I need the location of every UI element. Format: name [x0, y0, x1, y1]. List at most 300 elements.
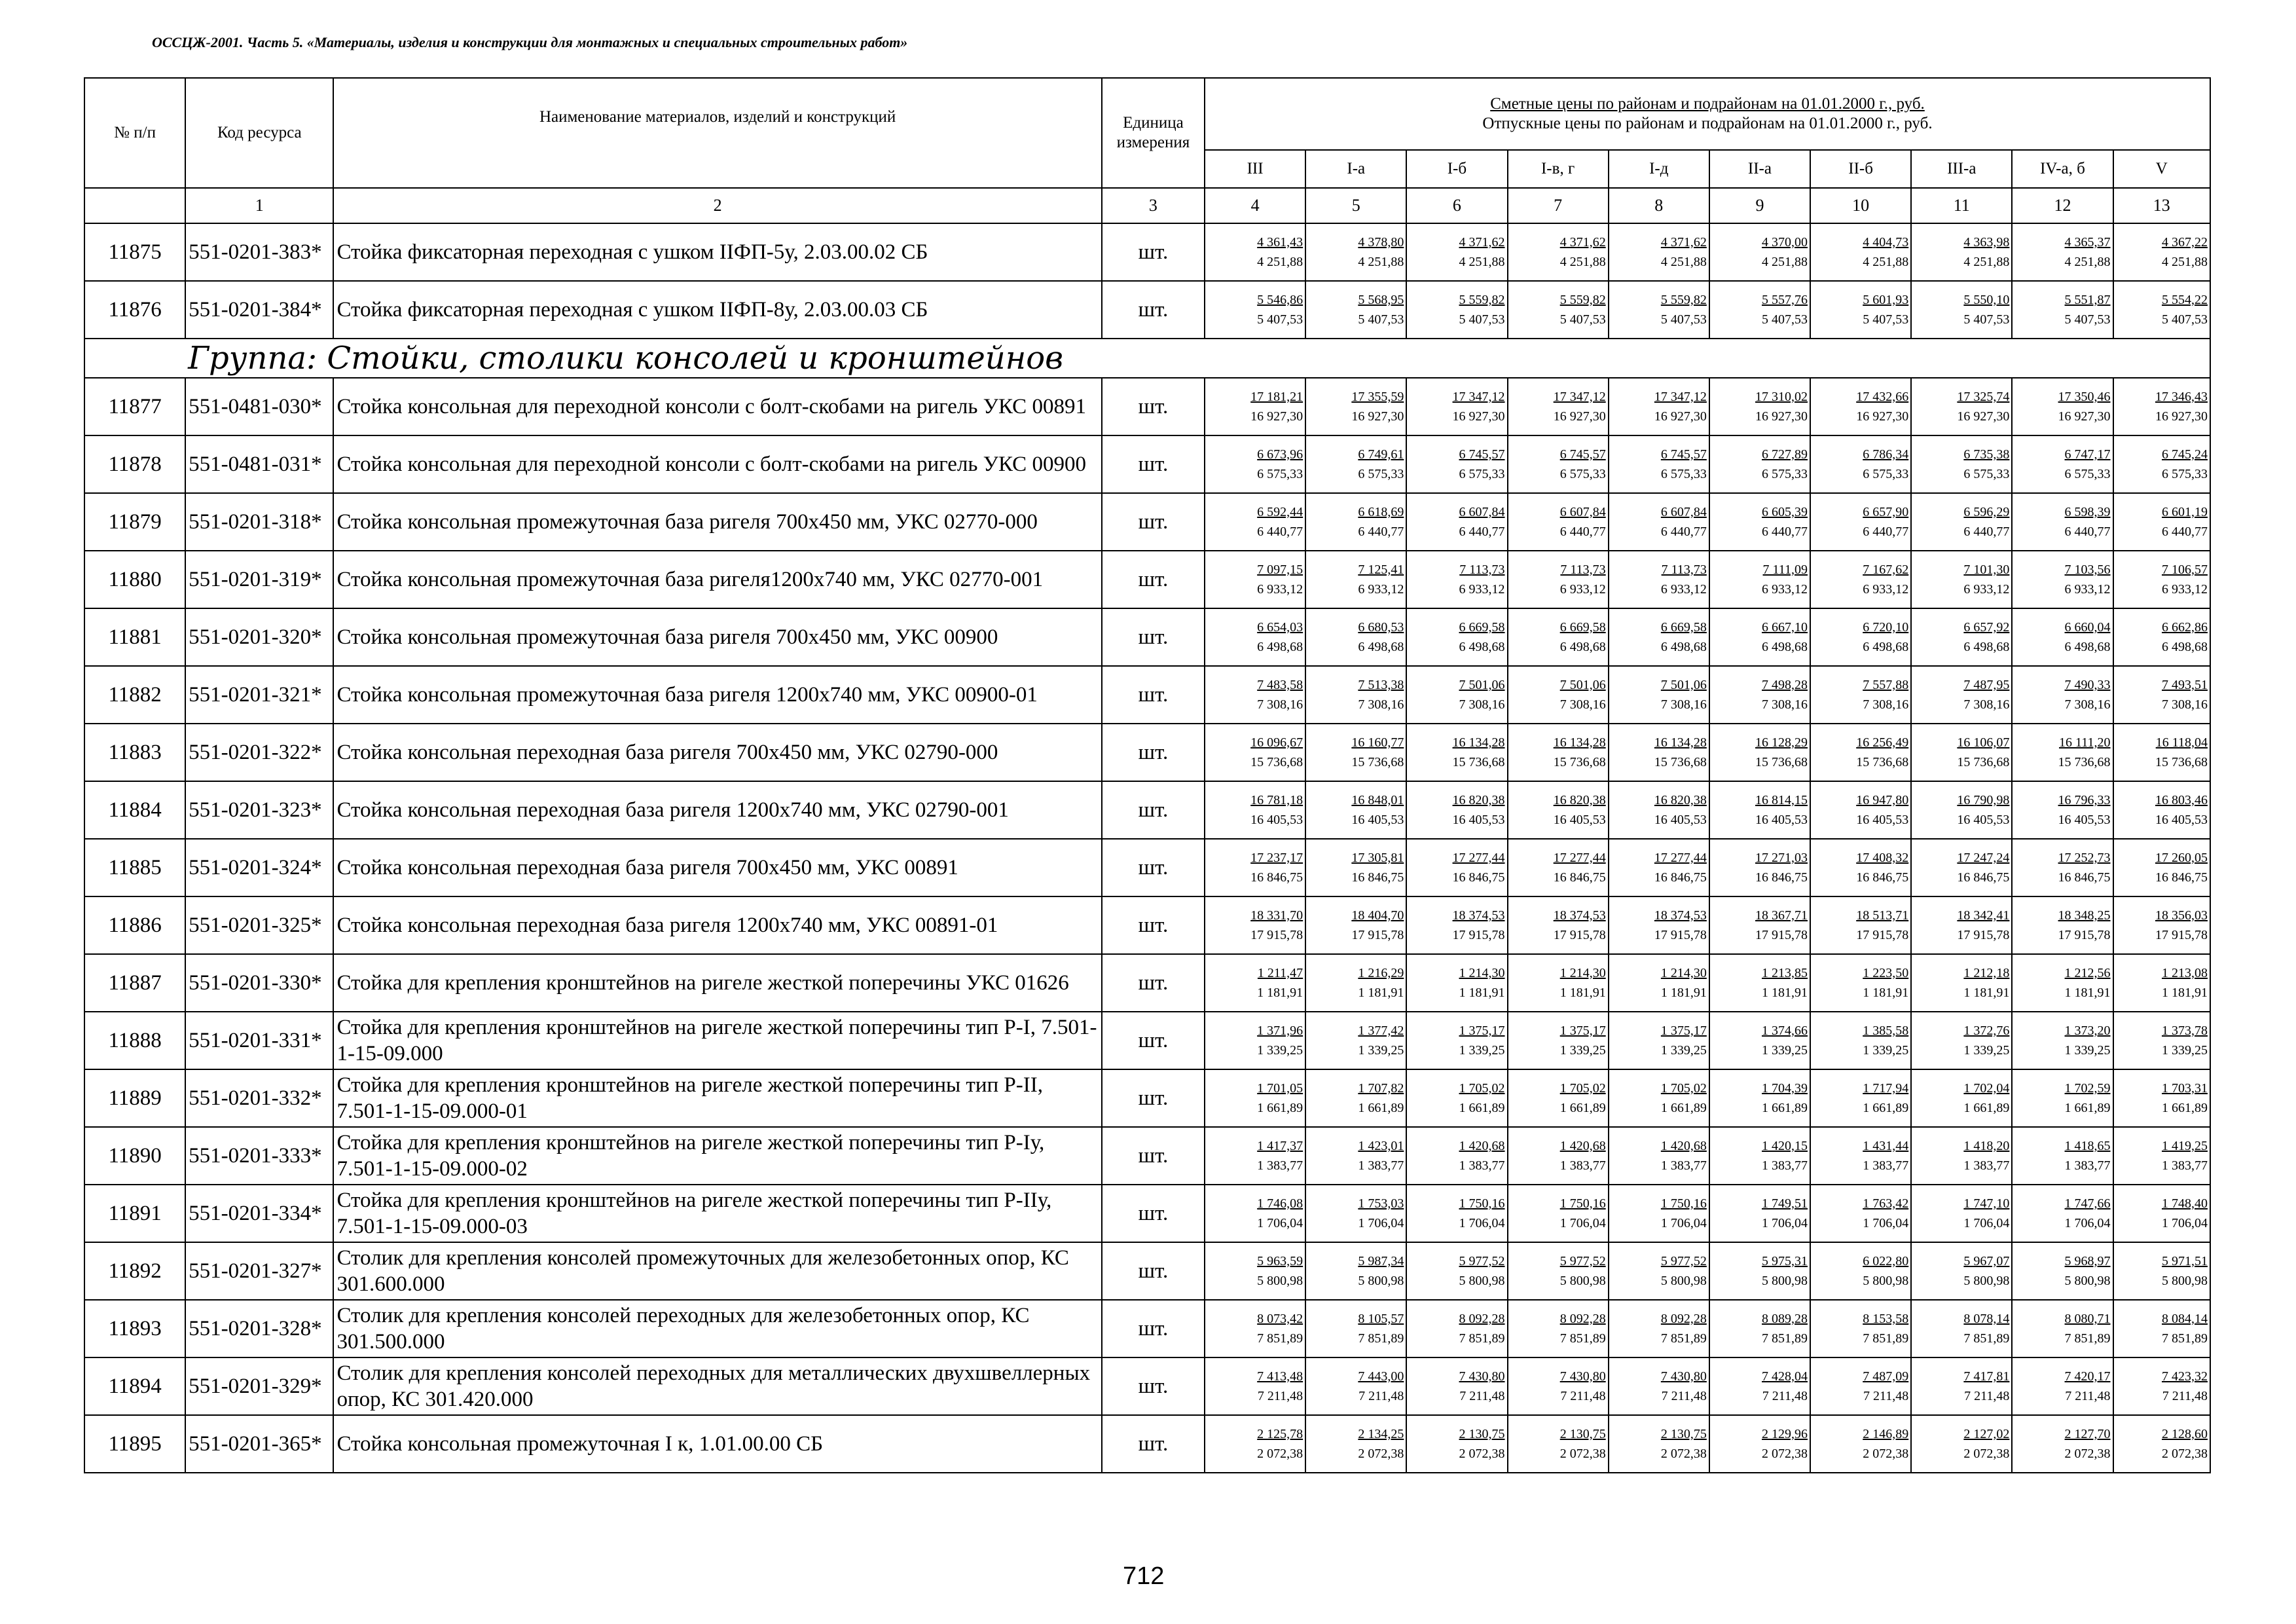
- price-cell: [1911, 896, 2012, 954]
- price-pair: [1407, 1070, 1506, 1126]
- price-cell: [1508, 1300, 1609, 1357]
- table-row: [84, 435, 2210, 493]
- price-cell: [1609, 1069, 1709, 1127]
- estimate-price: 18 342,41: [1957, 908, 2010, 923]
- estimate-price: 16 803,46: [2155, 793, 2208, 807]
- price-pair: [1912, 1070, 2011, 1126]
- price-pair: [1407, 224, 1506, 280]
- price-cell: [1205, 223, 1305, 281]
- price-cell: [1508, 1012, 1609, 1069]
- release-price: 6 440,77: [2162, 525, 2208, 539]
- release-price: 5 407,53: [1358, 312, 1404, 327]
- price-cell: [1305, 839, 1406, 896]
- release-price: 17 915,78: [2058, 928, 2111, 942]
- price-pair: [1710, 1070, 1810, 1126]
- price-pair: [1407, 1358, 1506, 1414]
- release-price: 15 736,68: [2155, 755, 2208, 769]
- release-price: 4 251,88: [1257, 255, 1303, 269]
- column-number: 12: [2012, 188, 2113, 223]
- release-price: 6 933,12: [1358, 582, 1404, 597]
- estimate-price: 1 418,20: [1963, 1139, 2010, 1153]
- price-cell: [1406, 724, 1507, 781]
- header-colnum-row: [84, 188, 2210, 223]
- price-pair: [2114, 724, 2210, 781]
- estimate-price: 7 430,80: [1459, 1369, 1505, 1384]
- price-cell: [1508, 954, 1609, 1012]
- price-cell: [1709, 896, 1810, 954]
- price-cell: [1810, 281, 1911, 339]
- release-price: 16 927,30: [1351, 409, 1404, 424]
- price-pair: [1508, 724, 1608, 781]
- estimate-price: 5 559,82: [1660, 293, 1707, 307]
- release-price: 6 575,33: [1459, 467, 1505, 481]
- price-pair: [2114, 897, 2210, 953]
- price-pair: [1205, 1070, 1305, 1126]
- estimate-price: 7 423,32: [2162, 1369, 2208, 1384]
- release-price: 1 339,25: [1762, 1043, 1808, 1058]
- row-number: 11885: [84, 839, 185, 896]
- estimate-price: 17 277,44: [1654, 851, 1707, 865]
- price-pair: [1609, 282, 1709, 338]
- price-pair: [2013, 955, 2112, 1011]
- price-pair: [1407, 1301, 1506, 1357]
- price-pair: [1306, 378, 1406, 435]
- material-name: Стойка консольная промежуточная база ригеля 700х450 мм, УКС 02770-000: [333, 493, 1101, 551]
- price-pair: [2114, 1070, 2210, 1126]
- price-pair: [1609, 1128, 1709, 1184]
- estimate-price: 5 559,82: [1559, 293, 1606, 307]
- price-cell: [1508, 551, 1609, 608]
- release-price: 1 181,91: [1559, 986, 1606, 1000]
- price-pair: [1710, 782, 1810, 838]
- estimate-price: 5 971,51: [2162, 1254, 2208, 1268]
- row-number: 11879: [84, 493, 185, 551]
- release-price: 1 181,91: [1762, 986, 1808, 1000]
- price-cell: [2012, 839, 2113, 896]
- table-row: [84, 281, 2210, 339]
- estimate-price: 16 118,04: [2155, 735, 2208, 750]
- release-price: 6 440,77: [1660, 525, 1707, 539]
- estimate-price: 1 417,37: [1257, 1139, 1303, 1153]
- release-price: 7 851,89: [2064, 1331, 2111, 1346]
- material-name: Стойка консольная промежуточная база ригеля 1200х740 мм, УКС 00900-01: [333, 666, 1101, 724]
- price-cell: [1305, 896, 1406, 954]
- price-pair: [1912, 1416, 2011, 1472]
- price-pair: [2114, 1416, 2210, 1472]
- price-pair: [1912, 609, 2011, 665]
- price-pair: [1912, 224, 2011, 280]
- estimate-price: 8 080,71: [2064, 1312, 2111, 1326]
- release-price: 1 661,89: [1863, 1101, 1909, 1115]
- price-cell: [1406, 281, 1507, 339]
- price-pair: [2114, 1012, 2210, 1069]
- release-price: 15 736,68: [1957, 755, 2010, 769]
- material-name: Стойка для крепления кронштейнов на ригеле жесткой поперечины тип Р-Iу, 7.501-1-15-09.000-02: [333, 1127, 1101, 1185]
- estimate-price: 1 385,58: [1863, 1024, 1909, 1038]
- price-cell: [1305, 724, 1406, 781]
- release-price: 6 498,68: [1963, 640, 2010, 654]
- price-cell: [1609, 281, 1709, 339]
- price-cell: [1205, 551, 1305, 608]
- price-cell: [1810, 1127, 1911, 1185]
- release-price: 2 072,38: [1559, 1447, 1606, 1461]
- price-cell: [2113, 724, 2210, 781]
- release-price: 5 407,53: [1559, 312, 1606, 327]
- release-price: 5 407,53: [1257, 312, 1303, 327]
- material-name: Стойка для крепления кронштейнов на ригеле жесткой поперечины тип Р-I, 7.501-1-15-09.000: [333, 1012, 1101, 1069]
- price-cell: [1609, 1012, 1709, 1069]
- price-cell: [1205, 378, 1305, 435]
- resource-code: 551-0201-321*: [185, 666, 333, 724]
- price-pair: [1710, 1185, 1810, 1242]
- release-price: 7 851,89: [1358, 1331, 1404, 1346]
- price-pair: [2114, 609, 2210, 665]
- resource-code: 551-0201-327*: [185, 1242, 333, 1300]
- estimate-price: 1 212,56: [2064, 966, 2111, 980]
- column-number: 6: [1406, 188, 1507, 223]
- resource-code: 551-0201-330*: [185, 954, 333, 1012]
- price-pair: [2013, 1070, 2112, 1126]
- price-cell: [1810, 1242, 1911, 1300]
- price-pair: [1912, 1301, 2011, 1357]
- price-pair: [1508, 667, 1608, 723]
- region-header: III: [1205, 150, 1305, 188]
- price-cell: [1810, 1357, 1911, 1415]
- estimate-price: 16 781,18: [1250, 793, 1303, 807]
- release-price: 1 706,04: [1559, 1216, 1606, 1230]
- price-table-wrapper: [84, 77, 2211, 1473]
- estimate-price: 4 371,62: [1459, 235, 1505, 249]
- release-price: 7 308,16: [1257, 697, 1303, 712]
- unit: шт.: [1102, 1012, 1205, 1069]
- price-cell: [1305, 1127, 1406, 1185]
- release-price: 1 661,89: [1559, 1101, 1606, 1115]
- price-cell: [1406, 1012, 1507, 1069]
- estimate-price: 7 428,04: [1762, 1369, 1808, 1384]
- price-pair: [1912, 378, 2011, 435]
- unit: шт.: [1102, 281, 1205, 339]
- estimate-price: 4 371,62: [1559, 235, 1606, 249]
- row-number: 11893: [84, 1300, 185, 1357]
- estimate-price: 6 657,90: [1863, 505, 1909, 519]
- estimate-price: 16 820,38: [1452, 793, 1505, 807]
- release-price: 5 800,98: [1459, 1274, 1505, 1288]
- release-price: 1 383,77: [1459, 1158, 1505, 1173]
- price-pair: [1912, 782, 2011, 838]
- price-cell: [2012, 1300, 2113, 1357]
- estimate-price: 7 490,33: [2064, 678, 2111, 692]
- release-price: 1 339,25: [1358, 1043, 1404, 1058]
- estimate-price: 8 089,28: [1762, 1312, 1808, 1326]
- price-pair: [2013, 1301, 2112, 1357]
- release-price: 6 575,33: [1863, 467, 1909, 481]
- release-price: 1 181,91: [1358, 986, 1404, 1000]
- price-cell: [1305, 378, 1406, 435]
- price-cell: [1508, 223, 1609, 281]
- release-price: 15 736,68: [1856, 755, 1909, 769]
- price-pair: [2114, 955, 2210, 1011]
- group-row: [84, 339, 2210, 378]
- release-price: 16 846,75: [1553, 870, 1606, 885]
- material-name: Стойка консольная для переходной консоли с болт-скобами на ригель УКС 00891: [333, 378, 1101, 435]
- price-cell: [1709, 781, 1810, 839]
- price-pair: [2013, 667, 2112, 723]
- release-price: 6 498,68: [2064, 640, 2111, 654]
- release-price: 16 846,75: [1856, 870, 1909, 885]
- release-price: 6 575,33: [1660, 467, 1707, 481]
- price-cell: [1205, 493, 1305, 551]
- estimate-price: 18 367,71: [1755, 908, 1808, 923]
- estimate-price: 8 105,57: [1358, 1312, 1404, 1326]
- estimate-price: 7 167,62: [1863, 563, 1909, 577]
- estimate-price: 7 501,06: [1459, 678, 1505, 692]
- estimate-price: 5 987,34: [1358, 1254, 1404, 1268]
- price-pair: [2114, 551, 2210, 608]
- price-pair: [1811, 782, 1910, 838]
- resource-code: 551-0201-331*: [185, 1012, 333, 1069]
- price-pair: [2013, 1128, 2112, 1184]
- estimate-price: 1 747,66: [2064, 1196, 2111, 1211]
- price-pair: [1912, 840, 2011, 896]
- estimate-price: 1 420,68: [1660, 1139, 1707, 1153]
- price-cell: [2113, 1300, 2210, 1357]
- price-pair: [1710, 1243, 1810, 1299]
- material-name: Стойка консольная для переходной консоли с болт-скобами на ригель УКС 00900: [333, 435, 1101, 493]
- header-num: № п/п: [84, 78, 185, 188]
- estimate-price: 1 705,02: [1459, 1081, 1505, 1096]
- release-price: 5 800,98: [1358, 1274, 1404, 1288]
- material-name: Стойка консольная переходная база ригеля 1200х740 мм, УКС 02790-001: [333, 781, 1101, 839]
- price-pair: [2013, 840, 2112, 896]
- price-cell: [1609, 666, 1709, 724]
- release-price: 2 072,38: [1863, 1447, 1909, 1461]
- estimate-price: 4 365,37: [2064, 235, 2111, 249]
- price-pair: [2013, 551, 2112, 608]
- estimate-price: 6 786,34: [1863, 447, 1909, 462]
- price-cell: [1810, 1012, 1911, 1069]
- price-pair: [1811, 1301, 1910, 1357]
- material-name: Стойка для крепления кронштейнов на ригеле жесткой поперечины УКС 01626: [333, 954, 1101, 1012]
- price-pair: [1407, 1012, 1506, 1069]
- price-pair: [1912, 1358, 2011, 1414]
- estimate-price: 6 745,57: [1559, 447, 1606, 462]
- price-pair: [1811, 724, 1910, 781]
- price-pair: [2114, 840, 2210, 896]
- price-pair: [1710, 724, 1810, 781]
- unit: шт.: [1102, 1127, 1205, 1185]
- price-pair: [1912, 551, 2011, 608]
- price-pair: [1912, 667, 2011, 723]
- price-pair: [1811, 494, 1910, 550]
- estimate-price: 6 598,39: [2064, 505, 2111, 519]
- price-pair: [1205, 1358, 1305, 1414]
- resource-code: 551-0201-333*: [185, 1127, 333, 1185]
- price-cell: [1709, 1300, 1810, 1357]
- price-cell: [1609, 1242, 1709, 1300]
- price-cell: [1911, 493, 2012, 551]
- release-price: 7 851,89: [1963, 1331, 2010, 1346]
- estimate-price: 7 420,17: [2064, 1369, 2111, 1384]
- estimate-price: 6 607,84: [1559, 505, 1606, 519]
- price-pair: [1609, 1243, 1709, 1299]
- release-price: 1 383,77: [1762, 1158, 1808, 1173]
- price-cell: [2012, 378, 2113, 435]
- price-pair: [1912, 1185, 2011, 1242]
- price-cell: [1810, 839, 1911, 896]
- estimate-price: 16 134,28: [1553, 735, 1606, 750]
- price-cell: [1205, 608, 1305, 666]
- estimate-price: 7 430,80: [1559, 1369, 1606, 1384]
- release-price: 1 339,25: [2162, 1043, 2208, 1058]
- price-pair: [1609, 840, 1709, 896]
- estimate-price: 2 128,60: [2162, 1427, 2208, 1441]
- price-cell: [1205, 666, 1305, 724]
- price-pair: [1306, 667, 1406, 723]
- estimate-price: 17 237,17: [1250, 851, 1303, 865]
- estimate-price: 18 356,03: [2155, 908, 2208, 923]
- estimate-price: 1 214,30: [1559, 966, 1606, 980]
- estimate-price: 17 271,03: [1755, 851, 1808, 865]
- release-price: 6 575,33: [1963, 467, 2010, 481]
- release-price: 1 181,91: [1459, 986, 1505, 1000]
- table-row: [84, 608, 2210, 666]
- price-pair: [1205, 1243, 1305, 1299]
- price-pair: [1508, 1301, 1608, 1357]
- price-pair: [1811, 1128, 1910, 1184]
- price-cell: [1508, 1127, 1609, 1185]
- price-cell: [2113, 378, 2210, 435]
- estimate-price: 6 607,84: [1459, 505, 1505, 519]
- release-price: 5 800,98: [2064, 1274, 2111, 1288]
- price-pair: [1205, 1185, 1305, 1242]
- price-cell: [1911, 839, 2012, 896]
- price-cell: [1911, 1127, 2012, 1185]
- price-pair: [1205, 436, 1305, 492]
- price-pair: [1306, 955, 1406, 1011]
- price-pair: [1407, 551, 1506, 608]
- release-price: 6 933,12: [1660, 582, 1707, 597]
- material-name: Стойка консольная промежуточная база ригеля 700х450 мм, УКС 00900: [333, 608, 1101, 666]
- estimate-price: 1 373,78: [2162, 1024, 2208, 1038]
- estimate-price: 1 216,29: [1358, 966, 1404, 980]
- table-row: [84, 1185, 2210, 1242]
- price-pair: [1205, 378, 1305, 435]
- estimate-price: 17 355,59: [1351, 390, 1404, 404]
- price-pair: [2013, 282, 2112, 338]
- price-cell: [2012, 1012, 2113, 1069]
- estimate-price: 5 546,86: [1257, 293, 1303, 307]
- release-price: 4 251,88: [1762, 255, 1808, 269]
- estimate-price: 16 947,80: [1856, 793, 1909, 807]
- resource-code: 551-0201-334*: [185, 1185, 333, 1242]
- release-price: 1 661,89: [2162, 1101, 2208, 1115]
- estimate-price: 6 669,58: [1459, 620, 1505, 635]
- price-pair: [1306, 1012, 1406, 1069]
- estimate-price: 8 092,28: [1660, 1312, 1707, 1326]
- estimate-price: 1 705,02: [1660, 1081, 1707, 1096]
- price-pair: [1508, 1070, 1608, 1126]
- price-cell: [1205, 781, 1305, 839]
- price-pair: [1912, 282, 2011, 338]
- estimate-price: 18 513,71: [1856, 908, 1909, 923]
- price-pair: [1508, 782, 1608, 838]
- price-cell: [1810, 1300, 1911, 1357]
- price-pair: [2013, 724, 2112, 781]
- release-price: 1 706,04: [1257, 1216, 1303, 1230]
- estimate-price: 17 346,43: [2155, 390, 2208, 404]
- estimate-price: 1 374,66: [1762, 1024, 1808, 1038]
- estimate-price: 17 325,74: [1957, 390, 2010, 404]
- release-price: 4 251,88: [1559, 255, 1606, 269]
- price-pair: [2114, 224, 2210, 280]
- price-cell: [2113, 608, 2210, 666]
- price-cell: [1709, 551, 1810, 608]
- release-price: 17 915,78: [1553, 928, 1606, 942]
- release-price: 6 498,68: [1358, 640, 1404, 654]
- price-pair: [1407, 436, 1506, 492]
- price-cell: [1205, 839, 1305, 896]
- price-pair: [1508, 224, 1608, 280]
- resource-code: 551-0201-365*: [185, 1415, 333, 1473]
- release-price: 17 915,78: [1351, 928, 1404, 942]
- estimate-price: 16 820,38: [1654, 793, 1707, 807]
- price-pair: [1811, 1012, 1910, 1069]
- release-price: 7 211,48: [1964, 1389, 2010, 1403]
- estimate-price: 8 153,58: [1863, 1312, 1909, 1326]
- estimate-price: 17 277,44: [1452, 851, 1505, 865]
- estimate-price: 6 660,04: [2064, 620, 2111, 635]
- estimate-price: 16 814,15: [1755, 793, 1808, 807]
- price-pair: [1508, 551, 1608, 608]
- material-name: Стойка для крепления кронштейнов на ригеле жесткой поперечины тип Р-II, 7.501-1-15-09.000-01: [333, 1069, 1101, 1127]
- price-pair: [2114, 782, 2210, 838]
- price-cell: [2113, 493, 2210, 551]
- price-pair: [2114, 1185, 2210, 1242]
- price-pair: [1306, 282, 1406, 338]
- price-cell: [1709, 954, 1810, 1012]
- price-pair: [1609, 378, 1709, 435]
- price-pair: [1710, 551, 1810, 608]
- release-price: 1 181,91: [2162, 986, 2208, 1000]
- price-cell: [1709, 1357, 1810, 1415]
- estimate-price: 7 443,00: [1358, 1369, 1404, 1384]
- price-pair: [1306, 840, 1406, 896]
- price-pair: [2114, 436, 2210, 492]
- estimate-price: 2 130,75: [1660, 1427, 1707, 1441]
- unit: шт.: [1102, 781, 1205, 839]
- price-cell: [2012, 1185, 2113, 1242]
- table-row: [84, 781, 2210, 839]
- release-price: 1 339,25: [2064, 1043, 2111, 1058]
- release-price: 7 211,48: [1863, 1389, 1909, 1403]
- header-prices: [1205, 78, 2210, 150]
- price-cell: [1810, 724, 1911, 781]
- row-number: 11895: [84, 1415, 185, 1473]
- price-cell: [2012, 781, 2113, 839]
- release-price: 7 211,48: [1459, 1389, 1505, 1403]
- release-price: 6 498,68: [1863, 640, 1909, 654]
- unit: шт.: [1102, 839, 1205, 896]
- release-price: 2 072,38: [2162, 1447, 2208, 1461]
- estimate-price: 1 373,20: [2064, 1024, 2111, 1038]
- estimate-price: 1 753,03: [1358, 1196, 1404, 1211]
- estimate-price: 5 559,82: [1459, 293, 1505, 307]
- material-name: Стойка консольная переходная база ригеля 700х450 мм, УКС 02790-000: [333, 724, 1101, 781]
- price-pair: [1609, 782, 1709, 838]
- column-number: 13: [2113, 188, 2210, 223]
- column-number: 10: [1810, 188, 1911, 223]
- release-price: 2 072,38: [2064, 1447, 2111, 1461]
